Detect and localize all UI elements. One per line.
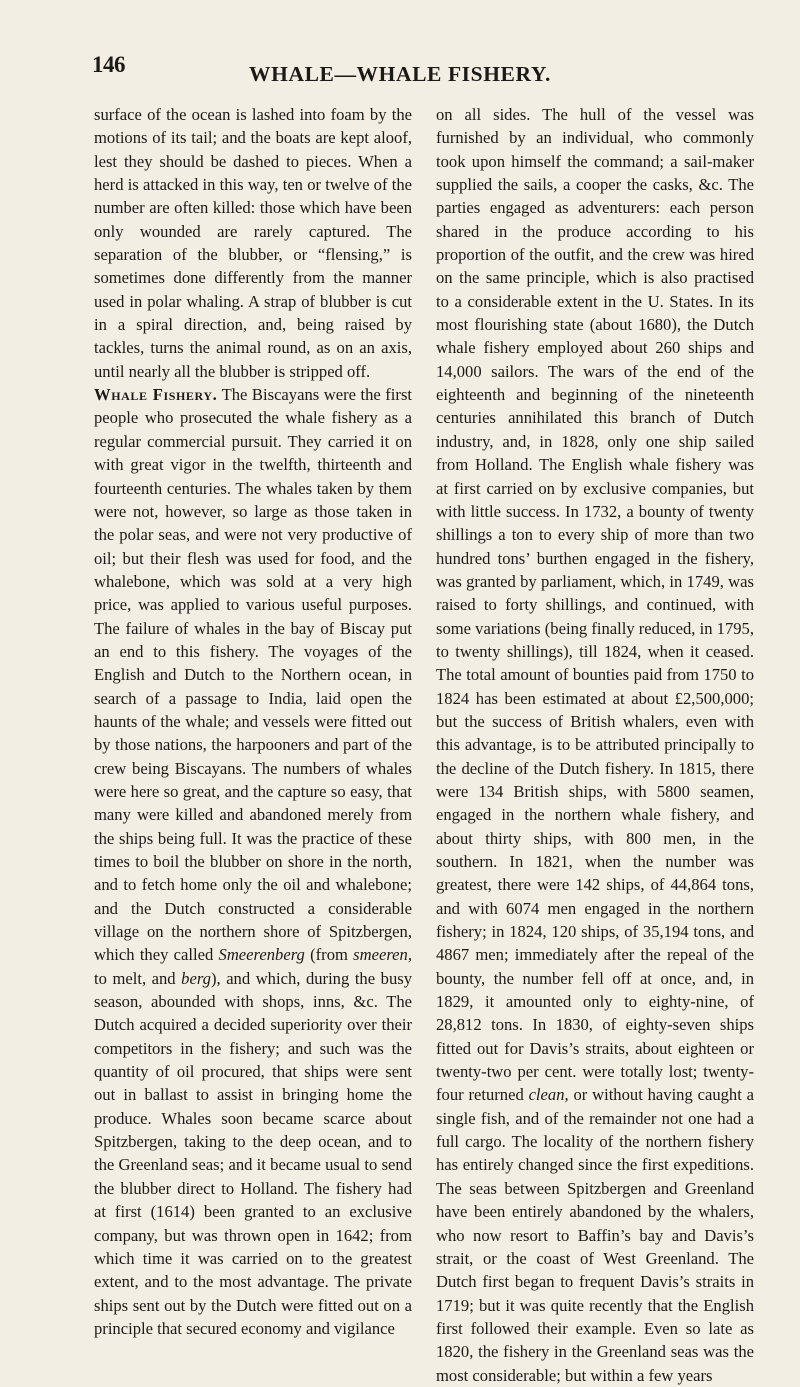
paragraph-dutch-english-fishery [436, 103, 754, 1387]
running-head: WHALE—WHALE FISHERY. [249, 62, 551, 86]
page-number: 146 [92, 52, 125, 77]
paragraph-text: The Biscayans were the first people who prosecuted the whale fishery as a regular commercial pursuit. They carried it on with great vigor in the twelfth, thirteenth and fourteenth centuries. The whales taken by them were not, however, so large as those taken in the polar seas, and were not very productive of oil; but their flesh was used for food, and the whalebone, which was sold at a very high price, was applied to various useful purposes. The failure of whales in the bay of Biscay put an end to this fishery. The voyages of the English and Dutch to the Northern ocean, in search of a passage to India, laid open the haunts of the whale; and vessels were fitted out by those nations, the harpooners and part of the crew being Biscayans. The numbers of whales were here so great, and the capture so easy, that many were killed and abandoned merely from the ships being full. It was the practice of these times to boil the blubber on shore in the north, and to fetch home only the oil and whalebone; and the Dutch constructed a considerable village on the northern shore of Spitzbergen, which they called [94, 385, 413, 965]
paragraph-text: surface of the ocean is lashed into foam by the motions of its tail; and the boats are kept aloof, lest they should be dashed to pieces. When a herd is attacked in this way, ten or twelve of the number are often killed: those which have been only wounded are rarely captured. The separation of the blubber, or “flensing,” is sometimes done differently from the manner used in polar whaling. A strap of blubber is cut in a spiral direction, and, being raised by tackles, turns the animal round, as on an axis, until nearly all the blubber is stripped off. [94, 105, 412, 381]
italic-term: smeeren, [353, 945, 412, 965]
italic-term: clean, [528, 1085, 569, 1105]
paragraph-flensing [94, 103, 412, 383]
italic-term: berg [181, 968, 211, 988]
italic-term: Smeerenberg [218, 945, 305, 965]
paragraph-text: to melt, and [94, 968, 182, 988]
paragraph-text: on all sides. The hull of the vessel was furnished by an individual, who commonly took upon himself the command; a sail-maker supplied the sails, a cooper the casks, &c. The parties engaged as adventurers: each person shared in the produce according to his proportion of the outfit, and the crew was hired on the same principle, which is also practised to a considerable extent in the U. States. In its most flourishing state (about 1680), the Dutch whale fishery employed about 260 ships and 14,000 sailors. The wars of the end of the eighteenth and beginning of the nineteenth centuries annihilated this branch of Dutch industry, and, in 1828, only one ship sailed from Holland. The English whale fishery was at first carried on by exclusive companies, but with little success. In 1732, a bounty of twenty shillings a ton to every ship of more than two hundred tons’ burthen engaged in the fishery, was granted by parliament, which, in 1749, was raised to forty shillings, and continued, with some variations (being finally reduced, in 1795, to twenty shillings), till 1824, when it ceased. The total amount of bounties paid from 1750 to 1824 has been estimated at about £2,500,000; but the success of British whalers, even with this advantage, is to be attributed principally to the decline of the Dutch fishery. In 1815, there were 134 British ships, with 5800 seamen, engaged in the northern whale fishery, and about thirty ships, with 800 men, in the southern. In 1821, when the number was greatest, there were 142 ships, of 44,864 tons, and with 6074 men engaged in the northern fishery; in 1824, 120 ships, of 35,194 tons, and 4867 men; immediately after the repeal of the bounty, the number fell off at once, and, in 1829, it amounted only to eighty-nine, of 28,812 tons. In 1830, of eighty-seven ships fitted out for Davis’s straits, about eighteen or twenty-two per cent. were totally lost; twenty-four returned [436, 105, 754, 1105]
paragraph-text: ), and which, during the busy season, abounded with shops, inns, &c. The Dutch acquired a decided superiority over their competitors in the fishery; and such was the quantity of oil procured, that ships were sent out in ballast to assist in bringing home the produce. Whales soon became scarce about Spitzbergen, taking to the deep ocean, and to the Greenland seas; and it became usual to send the blubber direct to Holland. The fishery had at first (1614) been granted to an exclusive company, but was thrown open in 1642; from which time it was carried on to the greatest extent, and to the most advantage. The private ships sent out by the Dutch were fitted out on a principle that secured economy and vigilance [94, 968, 412, 1338]
left-column [94, 103, 412, 1387]
paragraph-text: or without having caught a single fish, and of the remainder not one had a full cargo. The locality of the northern fishery has entirely changed since the first expeditions. The seas between Spitzbergen and Greenland have been entirely abandoned by the whalers, who now resort to Baffin’s bay and Davis’s strait, or the coast of West Greenland. The Dutch first began to frequent Davis’s straits in 1719; but it was quite recently that the English first followed their example. Even so late as 1820, the fishery in the Greenland seas was the most considerable; but within a few years [436, 1085, 754, 1385]
paragraph-whale-fishery [94, 383, 412, 1340]
text-columns [94, 103, 754, 1387]
entry-heading: Whale Fishery. [94, 385, 218, 405]
paragraph-text: (from [304, 945, 354, 965]
right-column [436, 103, 754, 1387]
